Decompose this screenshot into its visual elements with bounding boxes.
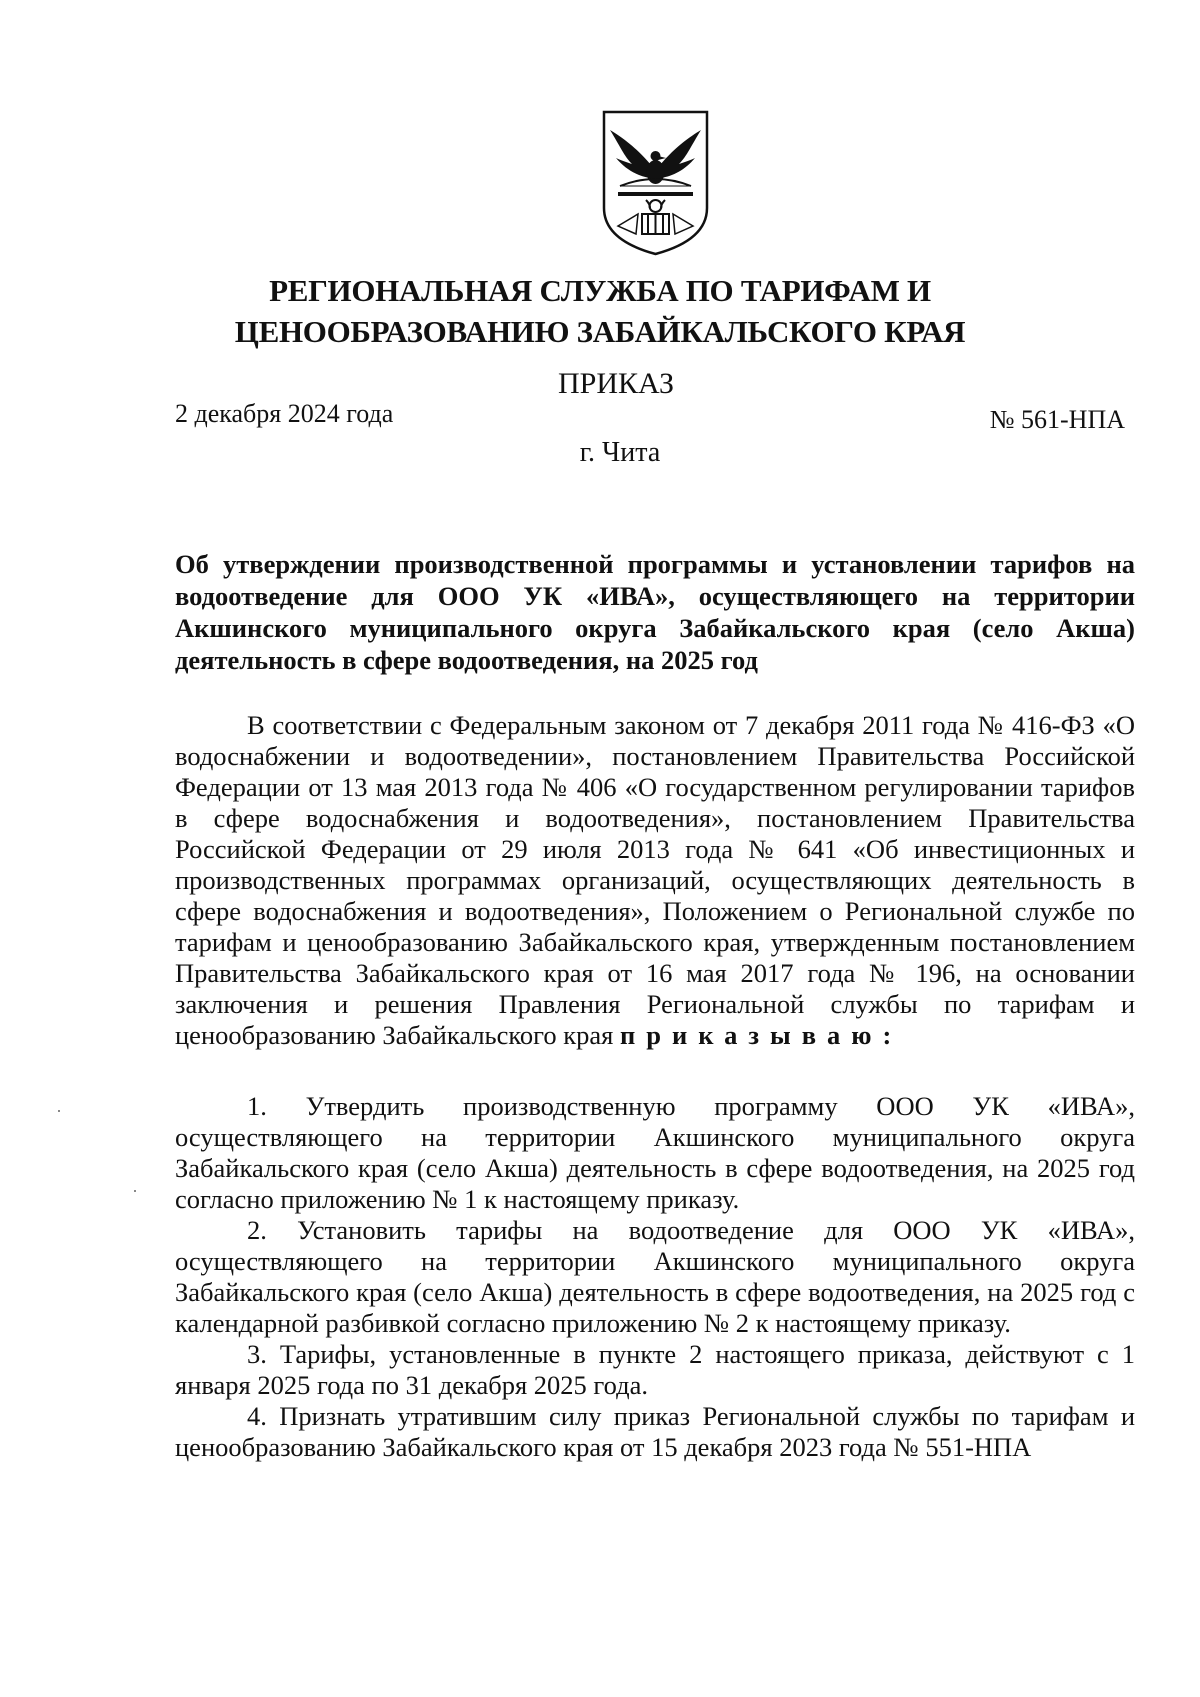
order-item-1 (175, 1091, 1135, 1215)
item-number: 1. (247, 1091, 267, 1121)
item-text: Утвердить производственную программу ООО УК «ИВА», осуществляющего на территории Акшинского муниципального округа Забайкальского края (село Акша) деятельность в сфере водоотведения, на 2025 год согласно приложению № 1 к настоящему приказу. (175, 1091, 1135, 1214)
item-text: Тарифы, установленные в пункте 2 настоящего приказа, действуют с 1 января 2025 года по 31 декабря 2025 года. (175, 1339, 1136, 1400)
order-number: № 561-НПА (989, 405, 1125, 434)
order-item-4 (175, 1401, 1135, 1463)
zabaikalsky-krai-coat-of-arms-icon (598, 108, 713, 256)
agency-name (0, 270, 1200, 352)
item-number: 2. (247, 1215, 267, 1245)
order-item-3 (175, 1339, 1135, 1401)
item-number: 4. (247, 1401, 267, 1431)
order-date: 2 декабря 2024 года (175, 399, 394, 428)
agency-name-line-2: ЦЕНООБРАЗОВАНИЮ ЗАБАЙКАЛЬСКОГО КРАЯ (234, 314, 966, 349)
document-type: ПРИКАЗ (558, 367, 674, 400)
preamble-paragraph (175, 710, 1135, 1051)
scan-speck (134, 1190, 136, 1192)
directive-word: приказываю: (619, 1020, 903, 1050)
item-text: Признать утратившим силу приказ Региональной службы по тарифам и ценообразованию Забайкальского края от 15 декабря 2023 года № 551-НПА (175, 1401, 1136, 1462)
item-number: 3. (247, 1339, 267, 1369)
scan-speck (58, 1110, 60, 1112)
order-city: г. Чита (579, 437, 661, 468)
preamble-text: В соответствии с Федеральным законом от 7 декабря 2011 года № 416-ФЗ «О водоснабжении и водоотведении», постановлением Правительства Российской Федерации от 13 мая 2013 года № 406 «О государственном регулировании тарифов в сфере водоснабжения и водоотведения», постановлением Правительства Российской Федерации от 29 июля 2013 года № 641 «Об инвестиционных и производственных программах организаций, осуществляющих деятельность в сфере водоснабжения и водоотведения», Положением о Региональной службе по тарифам и ценообразованию Забайкальского края, утвержденным постановлением Правительства Забайкальского края от 16 мая 2017 года № 196, на основании заключения и решения Правления Региональной службы по тарифам и ценообразованию Забайкальского края (175, 710, 1135, 1050)
item-text: Установить тарифы на водоотведение для ООО УК «ИВА», осуществляющего на территории Акшинского муниципального округа Забайкальского края (село Акша) деятельность в сфере водоотведения, на 2025 год с календарной разбивкой согласно приложению № 2 к настоящему приказу. (175, 1215, 1136, 1338)
agency-name-line-1: РЕГИОНАЛЬНАЯ СЛУЖБА ПО ТАРИФАМ И (269, 273, 931, 308)
order-subject: Об утверждении производственной программы и установлении тарифов на водоотведение для ООО УК «ИВА», осуществляющего на территории Акшинского муниципального округа Забайкальского края (село Акша) деятельность в сфере водоотведения, на 2025 год (175, 549, 1135, 675)
order-item-2 (175, 1215, 1135, 1339)
order-body (175, 710, 1135, 1463)
